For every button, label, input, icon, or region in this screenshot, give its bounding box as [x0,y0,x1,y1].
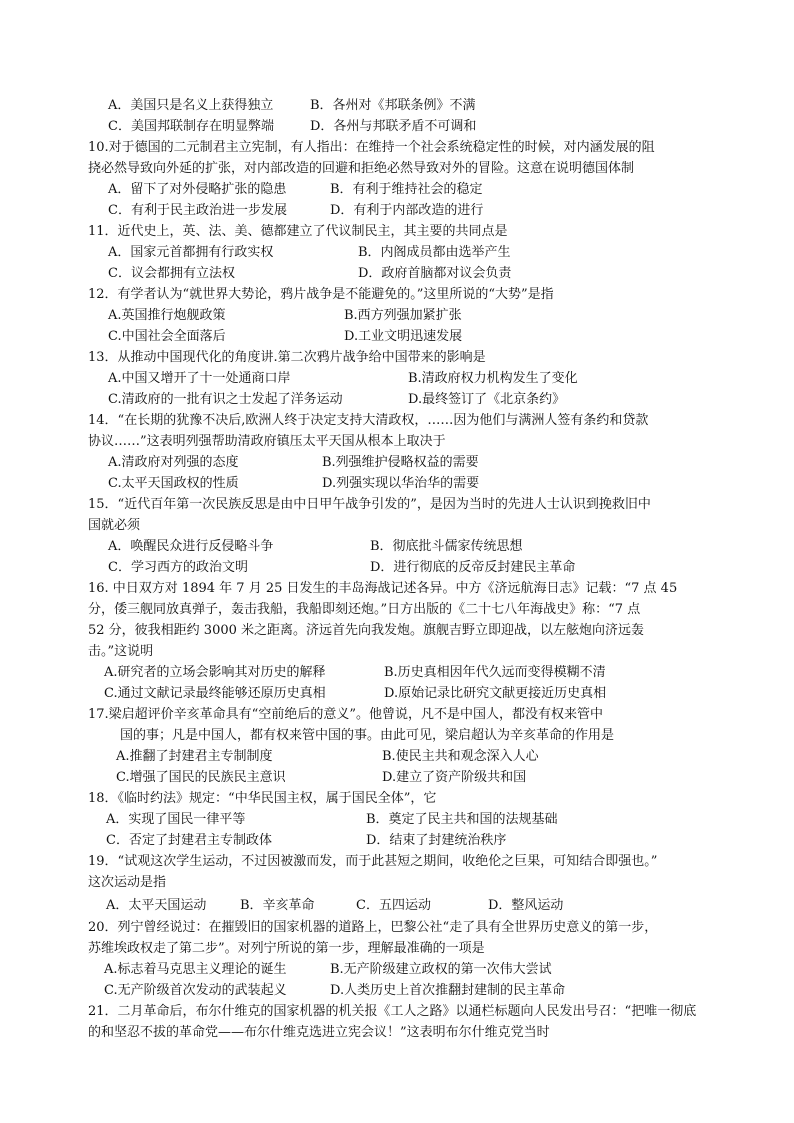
question-11-stem: 11．近代史上，英、法、美、德都建立了代议制民主，其主要的共同点是 [88,224,508,239]
q17-option-b: B.使民主共和观念深入人心 [382,749,539,764]
q10-option-c: C．有利于民主政治进一步发展 [108,203,287,218]
question-18-stem: 18．《临时约法》规定：“中华民国主权，属于国民全体”，它 [88,791,437,806]
q10-option-b: B．有利于维持社会的稳定 [330,182,483,197]
q10-option-a: A．留下了对外侵略扩张的隐患 [108,182,287,197]
q15-option-a: A．唤醒民众进行反侵略斗争 [108,539,274,554]
question-15-stem: 15．“近代百年第一次民族反思是由中日甲午战争引发的”，是因为当时的先进人士认识到挽救旧中 [88,497,651,512]
q15-option-b: B．彻底批斗儒家传统思想 [370,539,523,554]
q19-option-c: C．五四运动 [356,898,431,913]
q15-option-c: C．学习西方的政治文明 [108,560,248,575]
q18-option-b: B．奠定了民主共和国的法规基础 [366,812,558,827]
q11-option-a: A．国家元首都拥有行政实权 [108,245,274,260]
q12-option-b: B.西方列强加紧扩张 [344,308,462,323]
q19-option-b: B．辛亥革命 [240,898,315,913]
q19-option-a: A．太平天国运动 [106,898,207,913]
q17-option-a: A.推翻了封建君主专制制度 [116,749,273,764]
q16-option-c: C.通过文献记录最终能够还原历史真相 [104,686,326,701]
q20-option-b: B.无产阶级建立政权的第一次伟大尝试 [330,962,552,977]
q19-option-d: D．整风运动 [488,898,564,913]
q12-option-c: C.中国社会全面落后 [108,329,226,344]
question-15-stem-cont: 国就必须 [88,518,141,533]
q15-option-d: D．进行彻底的反帝反封建民主革命 [370,560,576,575]
question-16-stem-cont1: 分，倭三舰同放真弹子，轰击我船，我船即刻还炮。”日方出版的《二十七八年海战史》称：“7 点 [88,602,641,617]
question-12-stem: 12．有学者认为“就世界大势论，鸦片战争是不能避免的。”这里所说的“大势”是指 [88,287,554,302]
q13-option-c: C.清政府的一批有识之士发起了洋务运动 [108,392,343,407]
q14-option-a: A.清政府对列强的态度 [108,455,239,470]
q10-option-d: D．有利于内部改造的进行 [330,203,484,218]
option-d: D．各州与邦联矛盾不可调和 [310,119,477,134]
question-17-stem-cont: 国的事；凡是中国人，都有权来管中国的事。由此可见，梁启超认为辛亥革命的作用是 [120,728,615,743]
question-21-stem-cont: 的和坚忍不拔的革命党——布尔什维克选进立宪会议！”这表明布尔什维克党当时 [88,1025,550,1040]
question-17-stem: 17.梁启超评价辛亥革命具有“空前绝后的意义”。他曾说，凡不是中国人，都没有权来管中 [88,707,603,722]
q13-option-d: D.最终签订了《北京条约》 [408,392,566,407]
question-20-stem: 20．列宁曾经说过：在摧毁旧的国家机器的道路上，巴黎公社“走了具有全世界历史意义的第一步， [88,920,658,935]
q14-option-b: B.列强维护侵略权益的需要 [322,455,479,470]
q12-option-a: A.英国推行炮舰政策 [108,308,226,323]
question-16-stem: 16. 中日双方对 1894 年 7 月 25 日发生的丰岛海战记述各异。中方《济远航海日志》记载：“7 点 45 [88,581,678,596]
question-16-stem-cont2: 52 分，彼我相距约 3000 米之距离。济远首先向我发炮。旗舰吉野立即迎战，以左舷炮向济远轰 [88,623,645,638]
q12-option-d: D.工业文明迅速发展 [344,329,463,344]
question-14-stem: 14．“在长期的犹豫不决后,欧洲人终于决定支持大清政权，……因为他们与满洲人签有条约和贷款 [88,413,649,428]
q20-option-d: D.人类历史上首次推翻封建制的民主革命 [330,983,566,998]
question-10-stem: 10.对于德国的二元制君主立宪制，有人指出：在维持一个社会系统稳定性的时候，对内涵发展的阻 [88,140,655,155]
q17-option-c: C.增强了国民的民族民主意识 [116,770,286,785]
question-13-stem: 13．从推动中国现代化的角度讲.第二次鸦片战争给中国带来的影响是 [88,350,486,365]
question-19-stem: 19．“试观这次学生运动，不过因被激而发，而于此甚短之期间，收绝伦之巨果，可知结合即强也。” [88,854,658,869]
q16-option-b: B.历史真相因年代久远而变得模糊不清 [384,665,606,680]
q16-option-d: D.原始记录比研究文献更接近历史真相 [384,686,607,701]
q16-option-a: A.研究者的立场会影响其对历史的解释 [104,665,326,680]
question-20-stem-cont: 苏维埃政权走了第二步”。对列宁所说的第一步，理解最准确的一项是 [88,941,485,956]
question-16-stem-cont3: 击。”这说明 [88,644,154,659]
option-b: B．各州对《邦联条例》不满 [310,98,476,113]
option-a: A．美国只是名义上获得独立 [108,98,274,113]
q20-option-c: C.无产阶级首次发动的武装起义 [104,983,287,998]
option-c: C．美国邦联制存在明显弊端 [108,119,274,134]
q11-option-b: B．内阁成员都由选举产生 [358,245,511,260]
q13-option-a: A.中国又增开了十一处通商口岸 [108,371,291,386]
q11-option-d: D．政府首脑都对议会负责 [358,266,512,281]
q11-option-c: C．议会都拥有立法权 [108,266,235,281]
question-19-stem-cont: 这次运动是指 [88,875,167,890]
q18-option-a: A．实现了国民一律平等 [106,812,246,827]
question-21-stem: 21．二月革命后，布尔什维克的国家机器的机关报《工人之路》以通栏标题向人民发出号召：“把唯一彻底 [88,1004,697,1019]
q18-option-c: C．否定了封建君主专制政体 [106,833,272,848]
q14-option-c: C.太平天国政权的性质 [108,476,239,491]
q13-option-b: B.清政府权力机构发生了变化 [408,371,578,386]
q18-option-d: D．结束了封建统治秩序 [366,833,507,848]
q17-option-d: D.建立了资产阶级共和国 [382,770,527,785]
question-14-stem-cont: 协议……”这表明列强帮助清政府镇压太平天国从根本上取决于 [88,434,446,449]
question-10-stem-cont: 挠必然导致向外延的扩张，对内部改造的回避和拒绝必然导致对外的冒险。这意在说明德国体制 [88,161,635,176]
q14-option-d: D.列强实现以华治华的需要 [322,476,480,491]
q20-option-a: A.标志着马克思主义理论的诞生 [104,962,287,977]
